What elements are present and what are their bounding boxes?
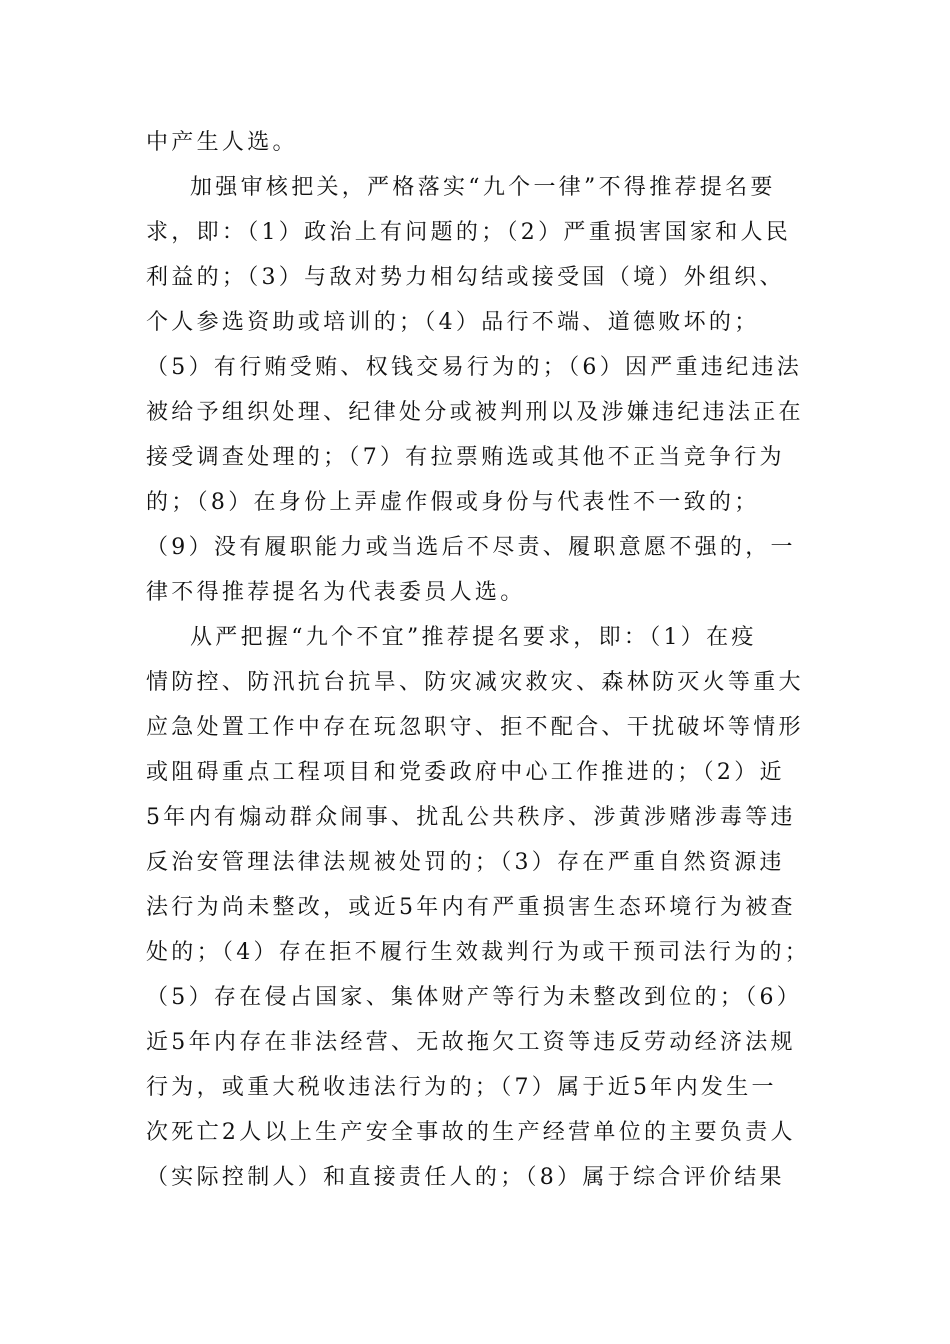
text-line: 利益的；（3）与敌对势力相勾结或接受国（境）外组织、 bbox=[146, 265, 785, 290]
document-page bbox=[146, 120, 816, 1200]
text-line: 接受调查处理的；（7）有拉票贿选或其他不正当竞争行为 bbox=[146, 445, 785, 470]
text-line: 或阻碍重点工程项目和党委政府中心工作推进的；（2）近 bbox=[146, 760, 785, 785]
text-line: 个人参选资助或培训的；（4）品行不端、道德败坏的； bbox=[146, 310, 760, 335]
text-line: （5）有行贿受贿、权钱交易行为的；（6）因严重违纪违法 bbox=[146, 355, 803, 380]
text-line: （9）没有履职能力或当选后不尽责、履职意愿不强的，一 bbox=[146, 535, 796, 560]
text-line: 加强审核把关，严格落实“九个一律”不得推荐提名要 bbox=[190, 175, 776, 200]
text-line: 求，即：（1）政治上有问题的；（2）严重损害国家和人民 bbox=[146, 220, 792, 245]
text-line: 处的；（4）存在拒不履行生效裁判行为或干预司法行为的； bbox=[146, 940, 811, 965]
text-line: 中产生人选。 bbox=[146, 130, 298, 155]
text-line: 的；（8）在身份上弄虚作假或身份与代表性不一致的； bbox=[146, 490, 760, 515]
text-line: 情防控、防汛抗台抗旱、防灾减灾救灾、森林防灭火等重大 bbox=[146, 670, 804, 695]
text-line: 法行为尚未整改，或近5年内有严重损害生态环境行为被查 bbox=[146, 895, 796, 920]
text-line: 从严把握“九个不宜”推荐提名要求，即：（1）在疫 bbox=[190, 625, 757, 650]
text-line: 次死亡2人以上生产安全事故的生产经营单位的主要负责人 bbox=[146, 1120, 796, 1145]
text-line: 律不得推荐提名为代表委员人选。 bbox=[146, 580, 526, 605]
text-line: （5）存在侵占国家、集体财产等行为未整改到位的；（6） bbox=[146, 985, 803, 1010]
text-line: 应急处置工作中存在玩忽职守、拒不配合、干扰破坏等情形 bbox=[146, 715, 804, 740]
text-line: 行为，或重大税收违法行为的；（7）属于近5年内发生一 bbox=[146, 1075, 777, 1100]
text-line: 5年内有煽动群众闹事、扰乱公共秩序、涉黄涉赌涉毒等违 bbox=[146, 805, 796, 830]
text-line: 被给予组织处理、纪律处分或被判刑以及涉嫌违纪违法正在 bbox=[146, 400, 804, 425]
text-line: （实际控制人）和直接责任人的；（8）属于综合评价结果 bbox=[146, 1165, 785, 1190]
text-line: 近5年内存在非法经营、无故拖欠工资等违反劳动经济法规 bbox=[146, 1030, 796, 1055]
text-line: 反治安管理法律法规被处罚的；（3）存在严重自然资源违 bbox=[146, 850, 785, 875]
